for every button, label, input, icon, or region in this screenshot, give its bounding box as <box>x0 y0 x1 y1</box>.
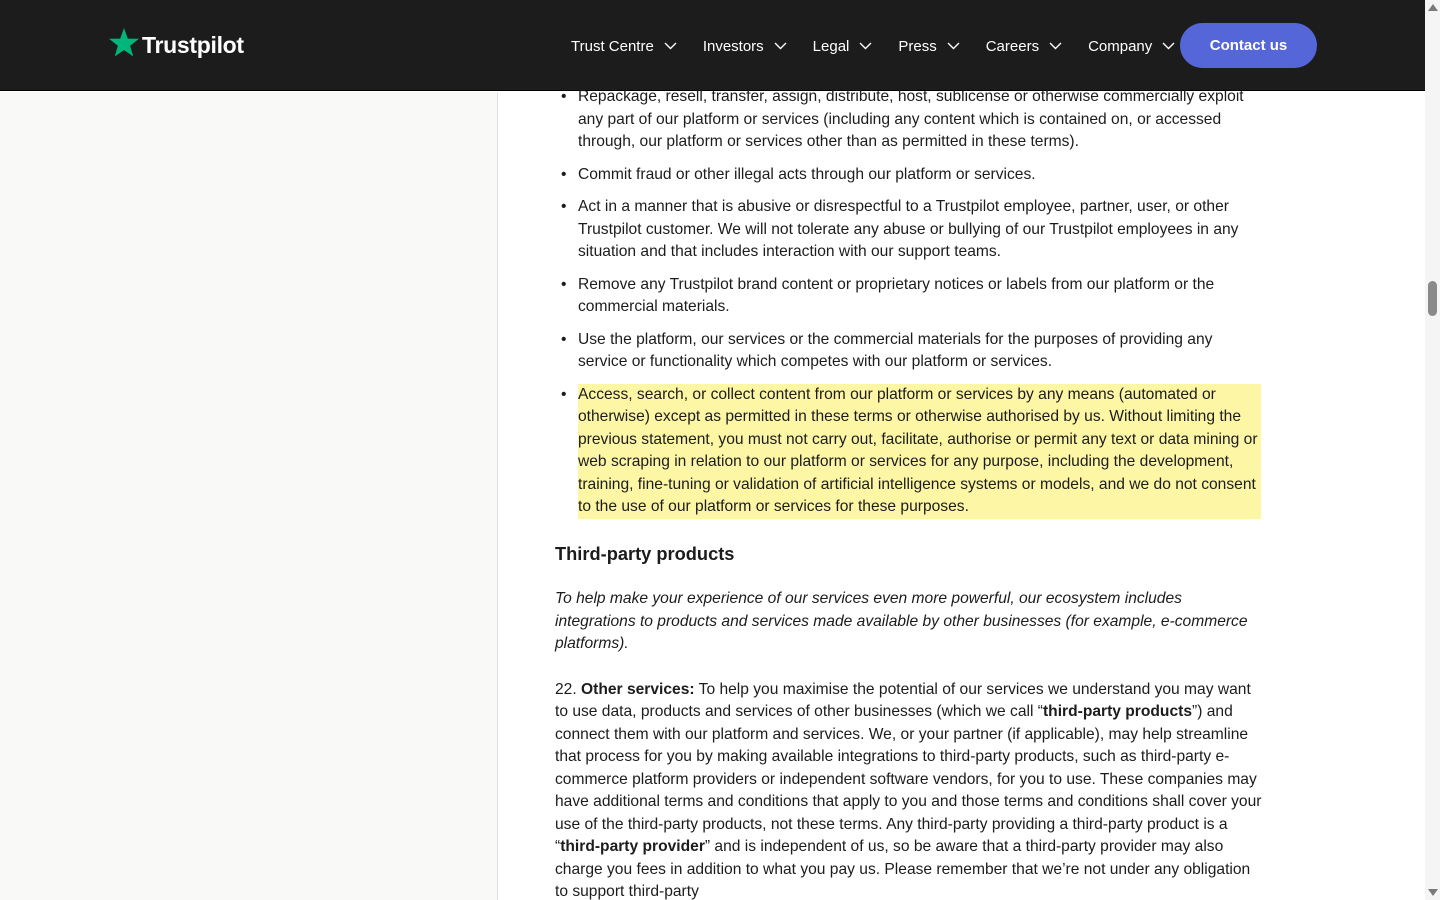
scrollbar-thumb[interactable] <box>1428 281 1437 316</box>
clause-text: ” and is independent of us, so be aware that a third-party provider may also charge you fees in addition to what you pay us. Please remember that we’re not under any obligation to support third-party <box>555 838 1251 900</box>
list-item <box>555 329 1265 374</box>
list-item-text: • Use the platform, our services or the commercial materials for the purposes of providing any service or functionality which competes with our platform or services. <box>578 330 1213 370</box>
list-item-text: • Repackage, resell, transfer, assign, distribute, host, sublicense or otherwise commercially exploit any part of our platform or services (including any content which is contained on, or accessed through, our platform or services other than as permitted in these terms). <box>578 88 1244 150</box>
nav-trust-centre[interactable] <box>571 38 677 55</box>
nav-label: Company <box>1088 37 1153 55</box>
list-item <box>555 86 1265 154</box>
section-title: Third-party products <box>555 542 735 564</box>
list-item-text: • Commit fraud or other illegal acts through our platform or services. <box>578 165 1036 183</box>
clause-heading: Other services: <box>581 680 695 698</box>
list-item <box>555 164 1265 187</box>
nav-company[interactable] <box>1088 38 1175 55</box>
list-item-highlighted <box>555 384 1265 519</box>
term-third-party-provider: third-party provider <box>560 838 705 855</box>
restrictions-list <box>555 86 1265 519</box>
list-item <box>555 196 1265 264</box>
clause-number: 22. <box>555 680 577 698</box>
trustpilot-logo[interactable] <box>108 26 244 59</box>
star-icon <box>108 27 140 59</box>
main-nav <box>571 24 1201 68</box>
scroll-up-icon[interactable] <box>1428 4 1438 11</box>
nav-careers[interactable] <box>986 38 1062 55</box>
nav-legal[interactable] <box>813 38 873 55</box>
chevron-down-icon <box>1049 42 1062 50</box>
clause-22 <box>555 679 1265 900</box>
nav-investors[interactable] <box>703 38 787 55</box>
chevron-down-icon <box>774 42 787 50</box>
nav-press[interactable] <box>898 38 959 55</box>
highlighted-text: • Access, search, or collect content from our platform or services by any means (automated or otherwise) except as permitted in these terms or otherwise authorised by us. Without limiting the previous statement, you must not carry out, facilitate, authorise or permit any text or data mining or web scraping in relation to our platform or services for any purpose, including the development, training, fine-tuning or validation of artificial intelligence systems or models, and we do not consent to the use of our platform or services for these purposes. <box>578 384 1261 519</box>
nav-label: Press <box>898 37 937 55</box>
list-item <box>555 274 1265 319</box>
page-scrollbar[interactable] <box>1425 0 1440 900</box>
nav-label: Investors <box>702 37 764 55</box>
chevron-down-icon <box>664 42 677 50</box>
clause-text: To help you maximise the potential of our services we understand you may want to use data, products and services of other businesses (which we call “ <box>555 680 1251 720</box>
list-item-text: • Remove any Trustpilot brand content or proprietary notices or labels from our platform or the commercial materials. <box>578 275 1215 315</box>
nav-label: Legal <box>812 37 850 55</box>
term-third-party-products: third-party products <box>1042 703 1192 720</box>
chevron-down-icon <box>859 42 872 50</box>
clause-text: ”) and connect them with our platform and services. We, or your partner (if applicable), may help streamline that process for you by making available integrations to third-party products, such as third-party e-commerce platform providers or independent software vendors, for you to use. These companies may have additional terms and conditions that apply to you and those terms and conditions shall cover your use of the third-party products, not these terms. Any third-party providing a third-party product is a “ <box>555 703 1262 855</box>
nav-label: Careers <box>985 37 1040 55</box>
scroll-down-icon[interactable] <box>1428 889 1438 896</box>
nav-label: Trust Centre <box>571 37 654 55</box>
logo-text: Trustpilot <box>142 32 244 58</box>
contact-us-button[interactable]: Contact us <box>1180 23 1317 68</box>
site-header <box>0 0 1425 91</box>
section-intro: To help make your experience of our services even more powerful, our ecosystem includes integrations to products and services made available by other businesses (for example, e-commerce platforms). <box>555 590 1248 652</box>
terms-content <box>555 86 1265 900</box>
chevron-down-icon <box>947 42 960 50</box>
chevron-down-icon <box>1162 42 1175 50</box>
left-sidebar <box>0 92 498 900</box>
list-item-text: • Act in a manner that is abusive or disrespectful to a Trustpilot employee, partner, user, or other Trustpilot customer. We will not tolerate any abuse or bullying of our Trustpilot employees in any situation and that includes interaction with our support teams. <box>578 198 1239 260</box>
